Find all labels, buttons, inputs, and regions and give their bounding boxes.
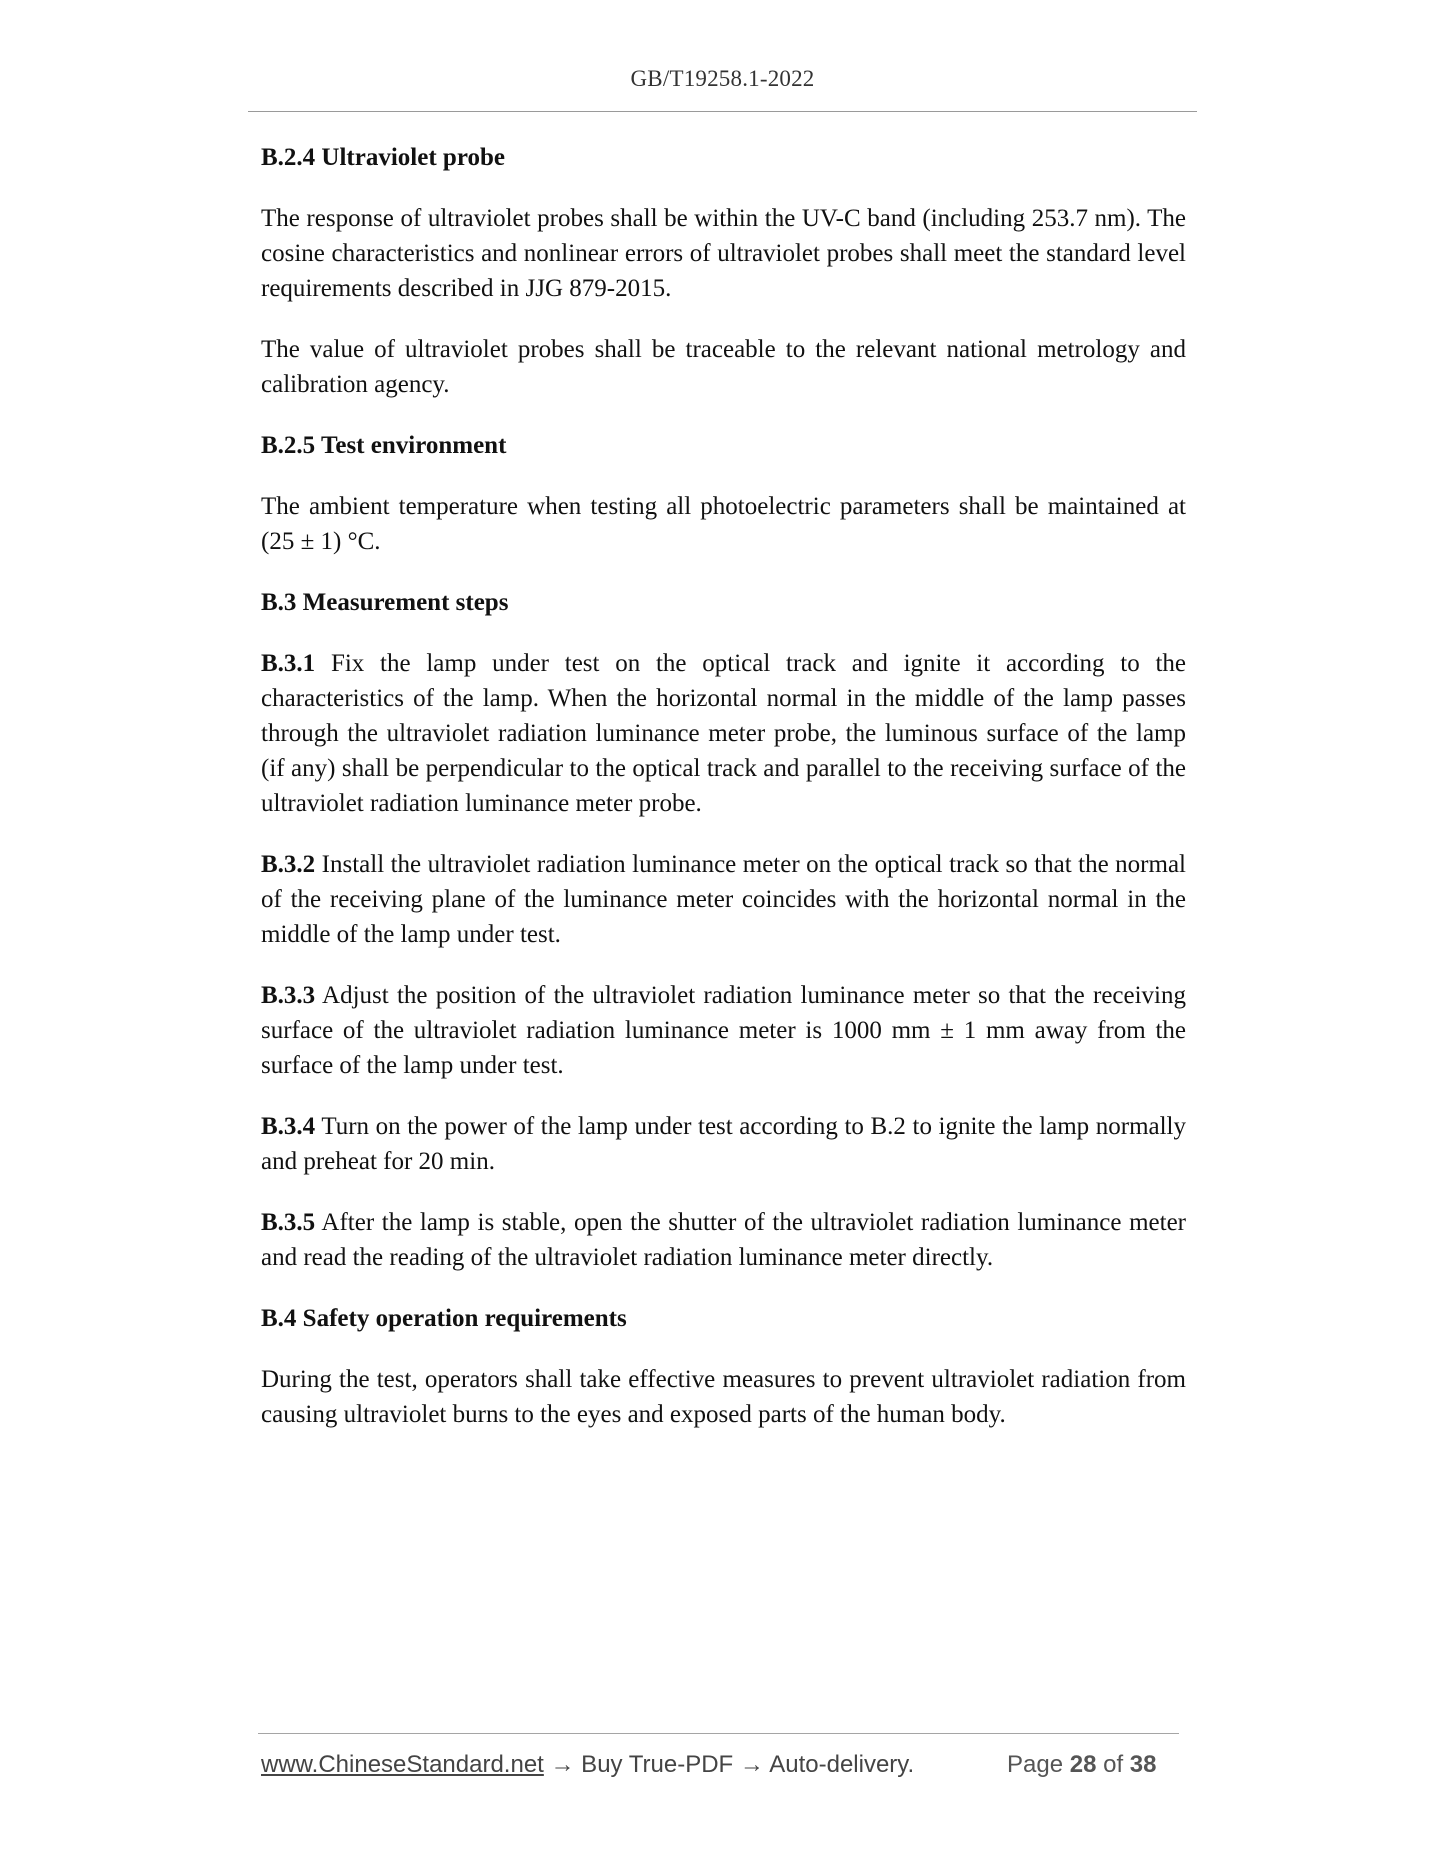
clause-text-b34: Turn on the power of the lamp under test according to B.2 to ignite the lamp normally and preheat for 20 min.	[261, 1113, 1186, 1175]
paragraph-b4-1: During the test, operators shall take effective measures to prevent ultraviolet radiation from causing ultraviolet burns to the eyes and exposed parts of the human body.	[261, 1366, 1186, 1428]
footer-divider	[258, 1733, 1179, 1734]
page-body	[261, 140, 1186, 1458]
of-word: of	[1103, 1751, 1124, 1778]
footer-promo	[261, 1751, 914, 1779]
clause-label-b33: B.3.3	[261, 982, 316, 1009]
paragraph-b35	[261, 1205, 1186, 1275]
paragraph-b24-2: The value of ultraviolet probes shall be traceable to the relevant national metrology and calibration agency.	[261, 336, 1186, 398]
section-heading-b24: B.2.4 Ultraviolet probe	[261, 144, 505, 171]
header-divider	[248, 111, 1197, 112]
section-heading-b4: B.4 Safety operation requirements	[261, 1305, 627, 1332]
clause-text-b33: Adjust the position of the ultraviolet radiation luminance meter so that the receiving surface of the ultraviolet radiation luminance meter is 1000 mm ± 1 mm away from the surface of the lamp under test.	[261, 982, 1186, 1079]
clause-text-b32: Install the ultraviolet radiation luminance meter on the optical track so that the normal of the receiving plane of the luminance meter coincides with the horizontal normal in the middle of the lamp under test.	[261, 851, 1186, 948]
paragraph-b25-1: The ambient temperature when testing all photoelectric parameters shall be maintained at (25 ± 1) °C.	[261, 493, 1186, 555]
total-page-number: 38	[1129, 1751, 1157, 1778]
site-link[interactable]: www.ChineseStandard.net	[261, 1751, 544, 1778]
clause-text-b35: After the lamp is stable, open the shutter of the ultraviolet radiation luminance meter and read the reading of the ultraviolet radiation luminance meter directly.	[261, 1209, 1186, 1271]
clause-text-b31: Fix the lamp under test on the optical track and ignite it according to the characteristics of the lamp. When the horizontal normal in the middle of the lamp passes through the ultraviolet radiation luminance meter probe, the luminous surface of the lamp (if any) shall be perpendicular to the optical track and parallel to the receiving surface of the ultraviolet radiation luminance meter probe.	[261, 650, 1186, 817]
paragraph-b31	[261, 646, 1186, 821]
paragraph-b32	[261, 847, 1186, 952]
clause-label-b31: B.3.1	[261, 650, 316, 677]
clause-label-b32: B.3.2	[261, 851, 316, 878]
clause-label-b35: B.3.5	[261, 1209, 316, 1236]
footer-promo-text: → Buy True-PDF → Auto-delivery.	[543, 1751, 915, 1778]
page-word: Page	[1007, 1751, 1064, 1778]
clause-label-b34: B.3.4	[261, 1113, 316, 1140]
paragraph-b34	[261, 1109, 1186, 1179]
section-heading-b3: B.3 Measurement steps	[261, 589, 509, 616]
paragraph-b24-1: The response of ultraviolet probes shall be within the UV-C band (including 253.7 nm). The cosine characteristics and nonlinear errors of ultraviolet probes shall meet the standard level requirements described in JJG 879-2015.	[261, 205, 1186, 302]
section-heading-b25: B.2.5 Test environment	[261, 432, 507, 459]
page-indicator	[1007, 1751, 1157, 1779]
paragraph-b33	[261, 978, 1186, 1083]
document-code-header: GB/T19258.1-2022	[630, 66, 815, 91]
current-page-number: 28	[1069, 1751, 1097, 1778]
